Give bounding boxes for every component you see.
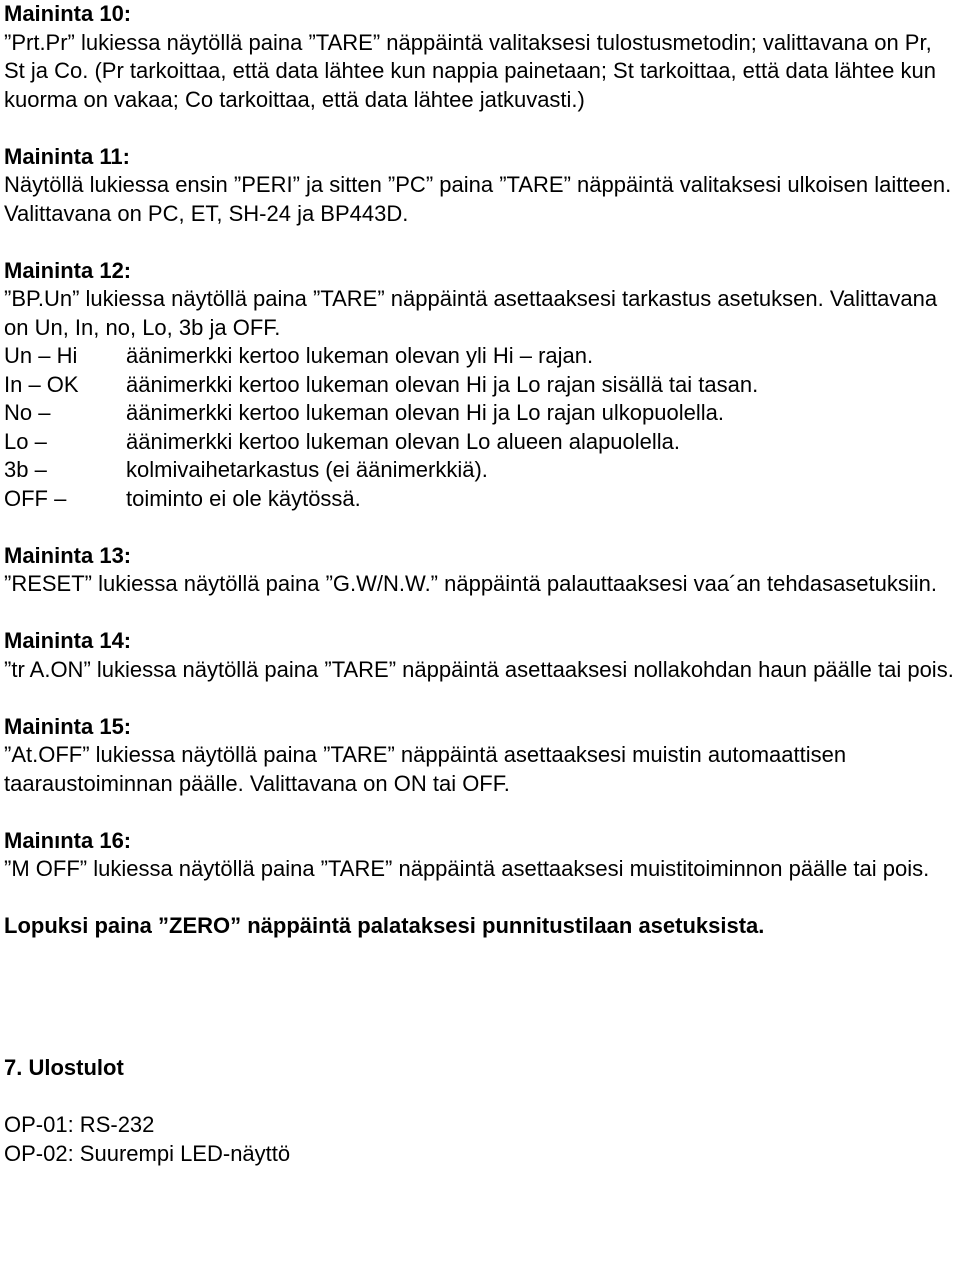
definition-value: kolmivaihetarkastus (ei äänimerkkiä).: [126, 457, 488, 482]
definition-value: äänimerkki kertoo lukeman olevan Lo alueen alapuolella.: [126, 428, 681, 454]
definition-row: [4, 456, 954, 485]
outputs-section: [4, 1054, 954, 1168]
note-text: ”BP.Un” lukiessa näytöllä paina ”TARE” näppäintä asettaaksesi tarkastus asetuksen. Valittavana on Un, In, no, Lo, 3b ja OFF.: [4, 286, 938, 340]
definition-key: In – OK: [4, 371, 79, 397]
note-text: ”M OFF” lukiessa näytöllä paina ”TARE” näppäintä asettaaksesi muistitoiminnon päälle tai pois.: [4, 856, 930, 881]
note-text: ”Prt.Pr” lukiessa näytöllä paina ”TARE” näppäintä valitaksesi tulostusmetodin; valittavana on Pr, St ja Co. (Pr tarkoittaa, että data lähtee kun nappia painetaan; St tarkoittaa, että data lähtee kun kuorma on vakaa; Co tarkoittaa, että data lähtee jatkuvasti.): [4, 29, 936, 112]
definition-key: OFF –: [4, 485, 67, 511]
definition-key: Lo –: [4, 428, 47, 454]
note-11: [4, 143, 954, 229]
note-16: [4, 827, 954, 884]
definition-row: [4, 399, 954, 428]
note-title: Maininta 14:: [4, 628, 132, 653]
note-13: [4, 542, 954, 599]
definition-value: toiminto ei ole käytössä.: [126, 485, 361, 511]
final-instruction: Lopuksi paina ”ZERO” näppäintä palataksesi punnitustilaan asetuksista.: [4, 913, 765, 938]
note-text: ”tr A.ON” lukiessa näytöllä paina ”TARE” näppäintä asettaaksesi nollakohdan haun päälle tai pois.: [4, 656, 954, 682]
note-title: Maininta 11:: [4, 143, 130, 169]
definition-value: äänimerkki kertoo lukeman olevan Hi ja Lo rajan sisällä tai tasan.: [126, 371, 759, 397]
definition-row: [4, 342, 954, 371]
note-title: Maininta 10:: [4, 1, 132, 26]
document-page: [4, 0, 954, 1168]
section-heading: 7. Ulostulot: [4, 1055, 124, 1080]
definition-key: 3b –: [4, 457, 47, 482]
definition-row: [4, 428, 954, 457]
definition-key: No –: [4, 400, 51, 425]
note-15: [4, 713, 954, 799]
definition-row: [4, 371, 954, 400]
definition-key: Un – Hi: [4, 343, 78, 368]
note-title: Maininta 12:: [4, 257, 132, 283]
definition-row: [4, 485, 954, 514]
note-title: Maininta 15:: [4, 713, 132, 739]
definition-value: äänimerkki kertoo lukeman olevan Hi ja Lo rajan ulkopuolella.: [126, 400, 724, 425]
note-10: [4, 0, 954, 114]
note-title: Mainınta 16:: [4, 827, 132, 853]
note-text: ”At.OFF” lukiessa näytöllä paina ”TARE” näppäintä asettaaksesi muistin automaattisen taaraustoiminnan päälle. Valittavana on ON tai OFF.: [4, 742, 847, 796]
definition-value: äänimerkki kertoo lukeman olevan yli Hi – rajan.: [126, 343, 594, 368]
note-12: [4, 257, 954, 514]
note-text: ”RESET” lukiessa näytöllä paina ”G.W/N.W.” näppäintä palauttaaksesi vaa´an tehdasasetuksiin.: [4, 571, 938, 596]
note-text: Näytöllä lukiessa ensin ”PERI” ja sitten ”PC” paina ”TARE” näppäintä valitaksesi ulkoisen laitteen. Valittavana on PC, ET, SH-24 ja BP443D.: [4, 172, 952, 226]
note-14: [4, 627, 954, 684]
output-item: OP-02: Suurempi LED-näyttö: [4, 1140, 291, 1166]
definition-list: [4, 342, 954, 513]
note-title: Maininta 13:: [4, 542, 132, 568]
output-item: OP-01: RS-232: [4, 1112, 155, 1137]
